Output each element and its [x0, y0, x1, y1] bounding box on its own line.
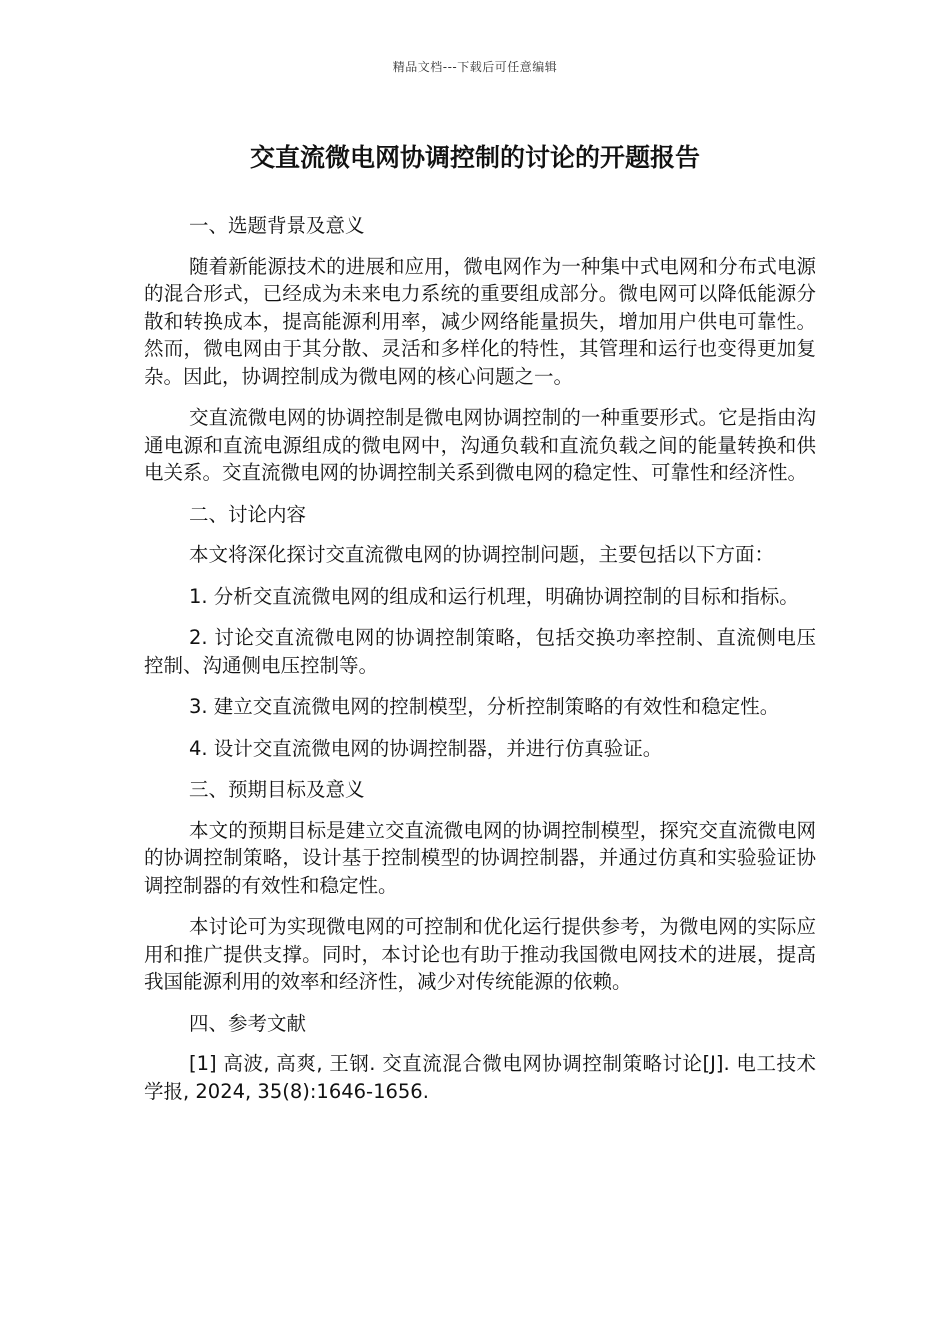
section-heading-content: 二、讨论内容	[189, 502, 307, 526]
reference-item-1: [1] 高波, 高爽, 王钢. 交直流混合微电网协调控制策略讨论[J]. 电工技术学报, 2024, 35(8):1646-1656.	[144, 1052, 816, 1103]
section-heading-background: 一、选题背景及意义	[189, 214, 365, 237]
list-item-content-2: 2. 讨论交直流微电网的协调控制策略，包括交换功率控制、直流侧电压控制、沟通侧电压控制等。	[144, 626, 816, 677]
header-note: 精品文档---下载后可任意编辑	[392, 60, 558, 74]
section-heading-references: 四、参考文献	[189, 1011, 307, 1035]
paragraph-content-intro: 本文将深化探讨交直流微电网的协调控制问题，主要包括以下方面：	[189, 543, 775, 566]
list-item-content-3: 3. 建立交直流微电网的控制模型，分析控制策略的有效性和稳定性。	[189, 695, 780, 718]
paragraph-background-1: 随着新能源技术的进展和应用，微电网作为一种集中式电网和分布式电源的混合形式，已经成为未来电力系统的重要组成部分。微电网可以降低能源分散和转换成本，提高能源利用率，减少网络能量损失，增加用户供电可靠性。然而，微电网由于其分散、灵活和多样化的特性，其管理和运行也变得更加复杂。因此，协调控制成为微电网的核心问题之一。	[144, 254, 816, 388]
section-heading-goals: 三、预期目标及意义	[189, 778, 365, 801]
page-title: 交直流微电网协调控制的讨论的开题报告	[249, 143, 700, 172]
paragraph-background-2: 交直流微电网的协调控制是微电网协调控制的一种重要形式。它是指由沟通电源和直流电源组成的微电网中，沟通负载和直流负载之间的能量转换和供电关系。交直流微电网的协调控制关系到微电网的稳定性、可靠性和经济性。	[144, 406, 816, 484]
list-item-content-1: 1. 分析交直流微电网的组成和运行机理，明确协调控制的目标和指标。	[189, 584, 799, 608]
document-body	[144, 212, 816, 1119]
paragraph-goals-1: 本文的预期目标是建立交直流微电网的协调控制模型，探究交直流微电网的协调控制策略，设计基于控制模型的协调控制器，并通过仿真和实验验证协调控制器的有效性和稳定性。	[144, 818, 816, 897]
paragraph-goals-2: 本讨论可为实现微电网的可控制和优化运行提供参考，为微电网的实际应用和推广提供支撑。同时，本讨论也有助于推动我国微电网技术的进展，提高我国能源利用的效率和经济性，减少对传统能源的依赖。	[144, 915, 816, 993]
list-item-content-4: 4. 设计交直流微电网的协调控制器，并进行仿真验证。	[189, 736, 663, 760]
